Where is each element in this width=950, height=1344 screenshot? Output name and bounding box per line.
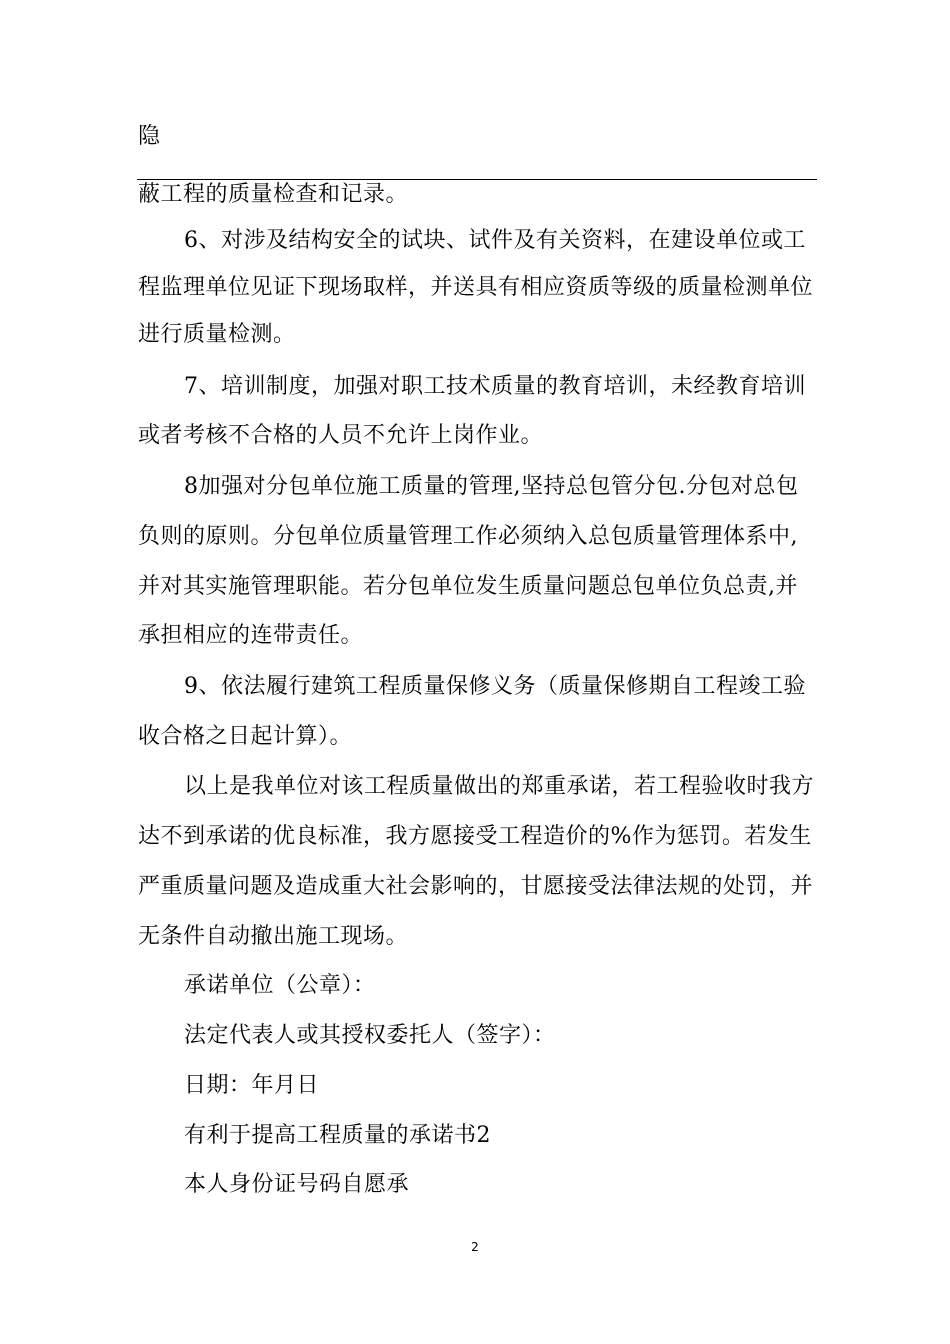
legal-representative-label: 法定代表人或其授权委托人（签字）： [184, 1023, 556, 1048]
paragraph-9-line-2: 收合格之日起计算）。 [138, 724, 353, 749]
paragraph-8-line-3: 并对其实施管理职能。若分包单位发生质量问题总包单位负总责,并 [138, 574, 798, 599]
paragraph-7-line-1: 7、培训制度，加强对职工技术质量的教育培训，未经教育培训 [184, 374, 806, 399]
paragraph-8-line-2: 负则的原则。分包单位质量管理工作必须纳入总包质量管理体系中, [138, 524, 798, 549]
commitment-paragraph-line-2: 达不到承诺的优良标准，我方愿接受工程造价的%作为惩罚。若发生 [138, 824, 812, 849]
paragraph-9-line-1: 9、依法履行建筑工程质量保修义务（质量保修期自工程竣工验 [184, 674, 806, 699]
paragraph-8-line-1: 8加强对分包单位施工质量的管理,坚持总包管分包.分包对总包 [184, 474, 799, 499]
commitment-paragraph-line-1: 以上是我单位对该工程质量做出的郑重承诺，若工程验收时我方 [184, 774, 815, 799]
text-line: 蔽工程的质量检查和记录。 [138, 182, 409, 207]
next-section-first-line: 本人身份证号码自愿承 [184, 1172, 410, 1197]
paragraph-8-line-4: 承担相应的连带责任。 [138, 623, 364, 648]
date-label: 日期：年月日 [184, 1073, 320, 1098]
paragraph-7-line-2: 或者考核不合格的人员不允许上岗作业。 [138, 423, 544, 448]
signing-unit-label: 承诺单位（公章）： [184, 973, 376, 998]
commitment-paragraph-line-3: 严重质量问题及造成重大社会影响的，甘愿接受法律法规的处罚，并 [138, 874, 814, 899]
page-number: 2 [471, 1240, 479, 1254]
commitment-paragraph-line-4: 无条件自动撤出施工现场。 [138, 924, 409, 949]
paragraph-6-line-3: 进行质量检测。 [138, 322, 296, 347]
paragraph-6-line-1: 6、对涉及结构安全的试块、试件及有关资料，在建设单位或工 [184, 228, 806, 253]
text-line-hidden-fragment: 隐 [138, 124, 161, 149]
paragraph-6-line-2: 程监理单位见证下现场取样，并送具有相应资质等级的质量检测单位 [138, 275, 814, 300]
next-section-title: 有利于提高工程质量的承诺书2 [184, 1123, 491, 1148]
